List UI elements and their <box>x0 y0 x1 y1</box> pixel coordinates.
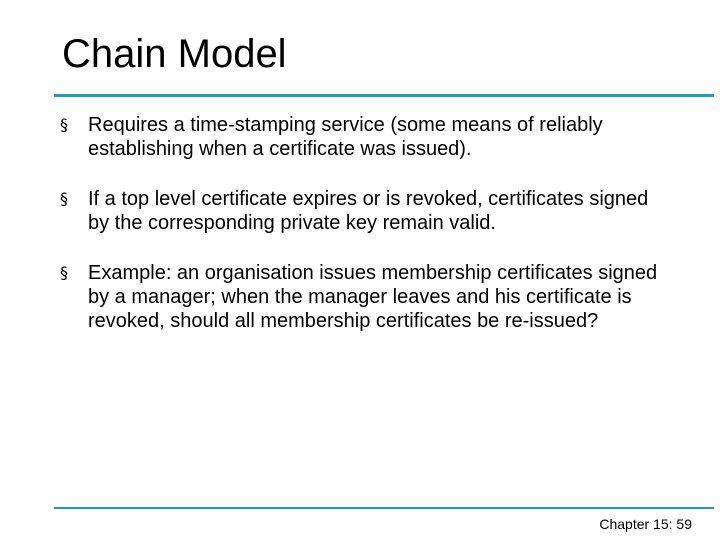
bullet-text: Example: an organisation issues membership certificates signed by a manager; when the manager leaves and his certificate is revoked, should all membership certificates be re-issued? <box>88 262 658 332</box>
bullet-marker-icon: § <box>60 115 68 134</box>
title-divider <box>54 94 714 97</box>
bullet-item <box>60 113 670 161</box>
bullet-marker-icon: § <box>60 189 68 208</box>
footer-divider <box>54 507 714 509</box>
slide-footer: Chapter 15: 59 <box>599 516 692 532</box>
bullet-marker-icon: § <box>60 263 68 282</box>
slide-title: Chain Model <box>62 32 287 76</box>
bullet-item <box>60 261 670 333</box>
bullet-list <box>60 113 670 359</box>
bullet-text: Requires a time-stamping service (some means of reliably establishing when a certificate was issued). <box>88 114 603 160</box>
bullet-item <box>60 187 670 235</box>
bullet-text: If a top level certificate expires or is revoked, certificates signed by the corresponding private key remain valid. <box>88 188 649 234</box>
